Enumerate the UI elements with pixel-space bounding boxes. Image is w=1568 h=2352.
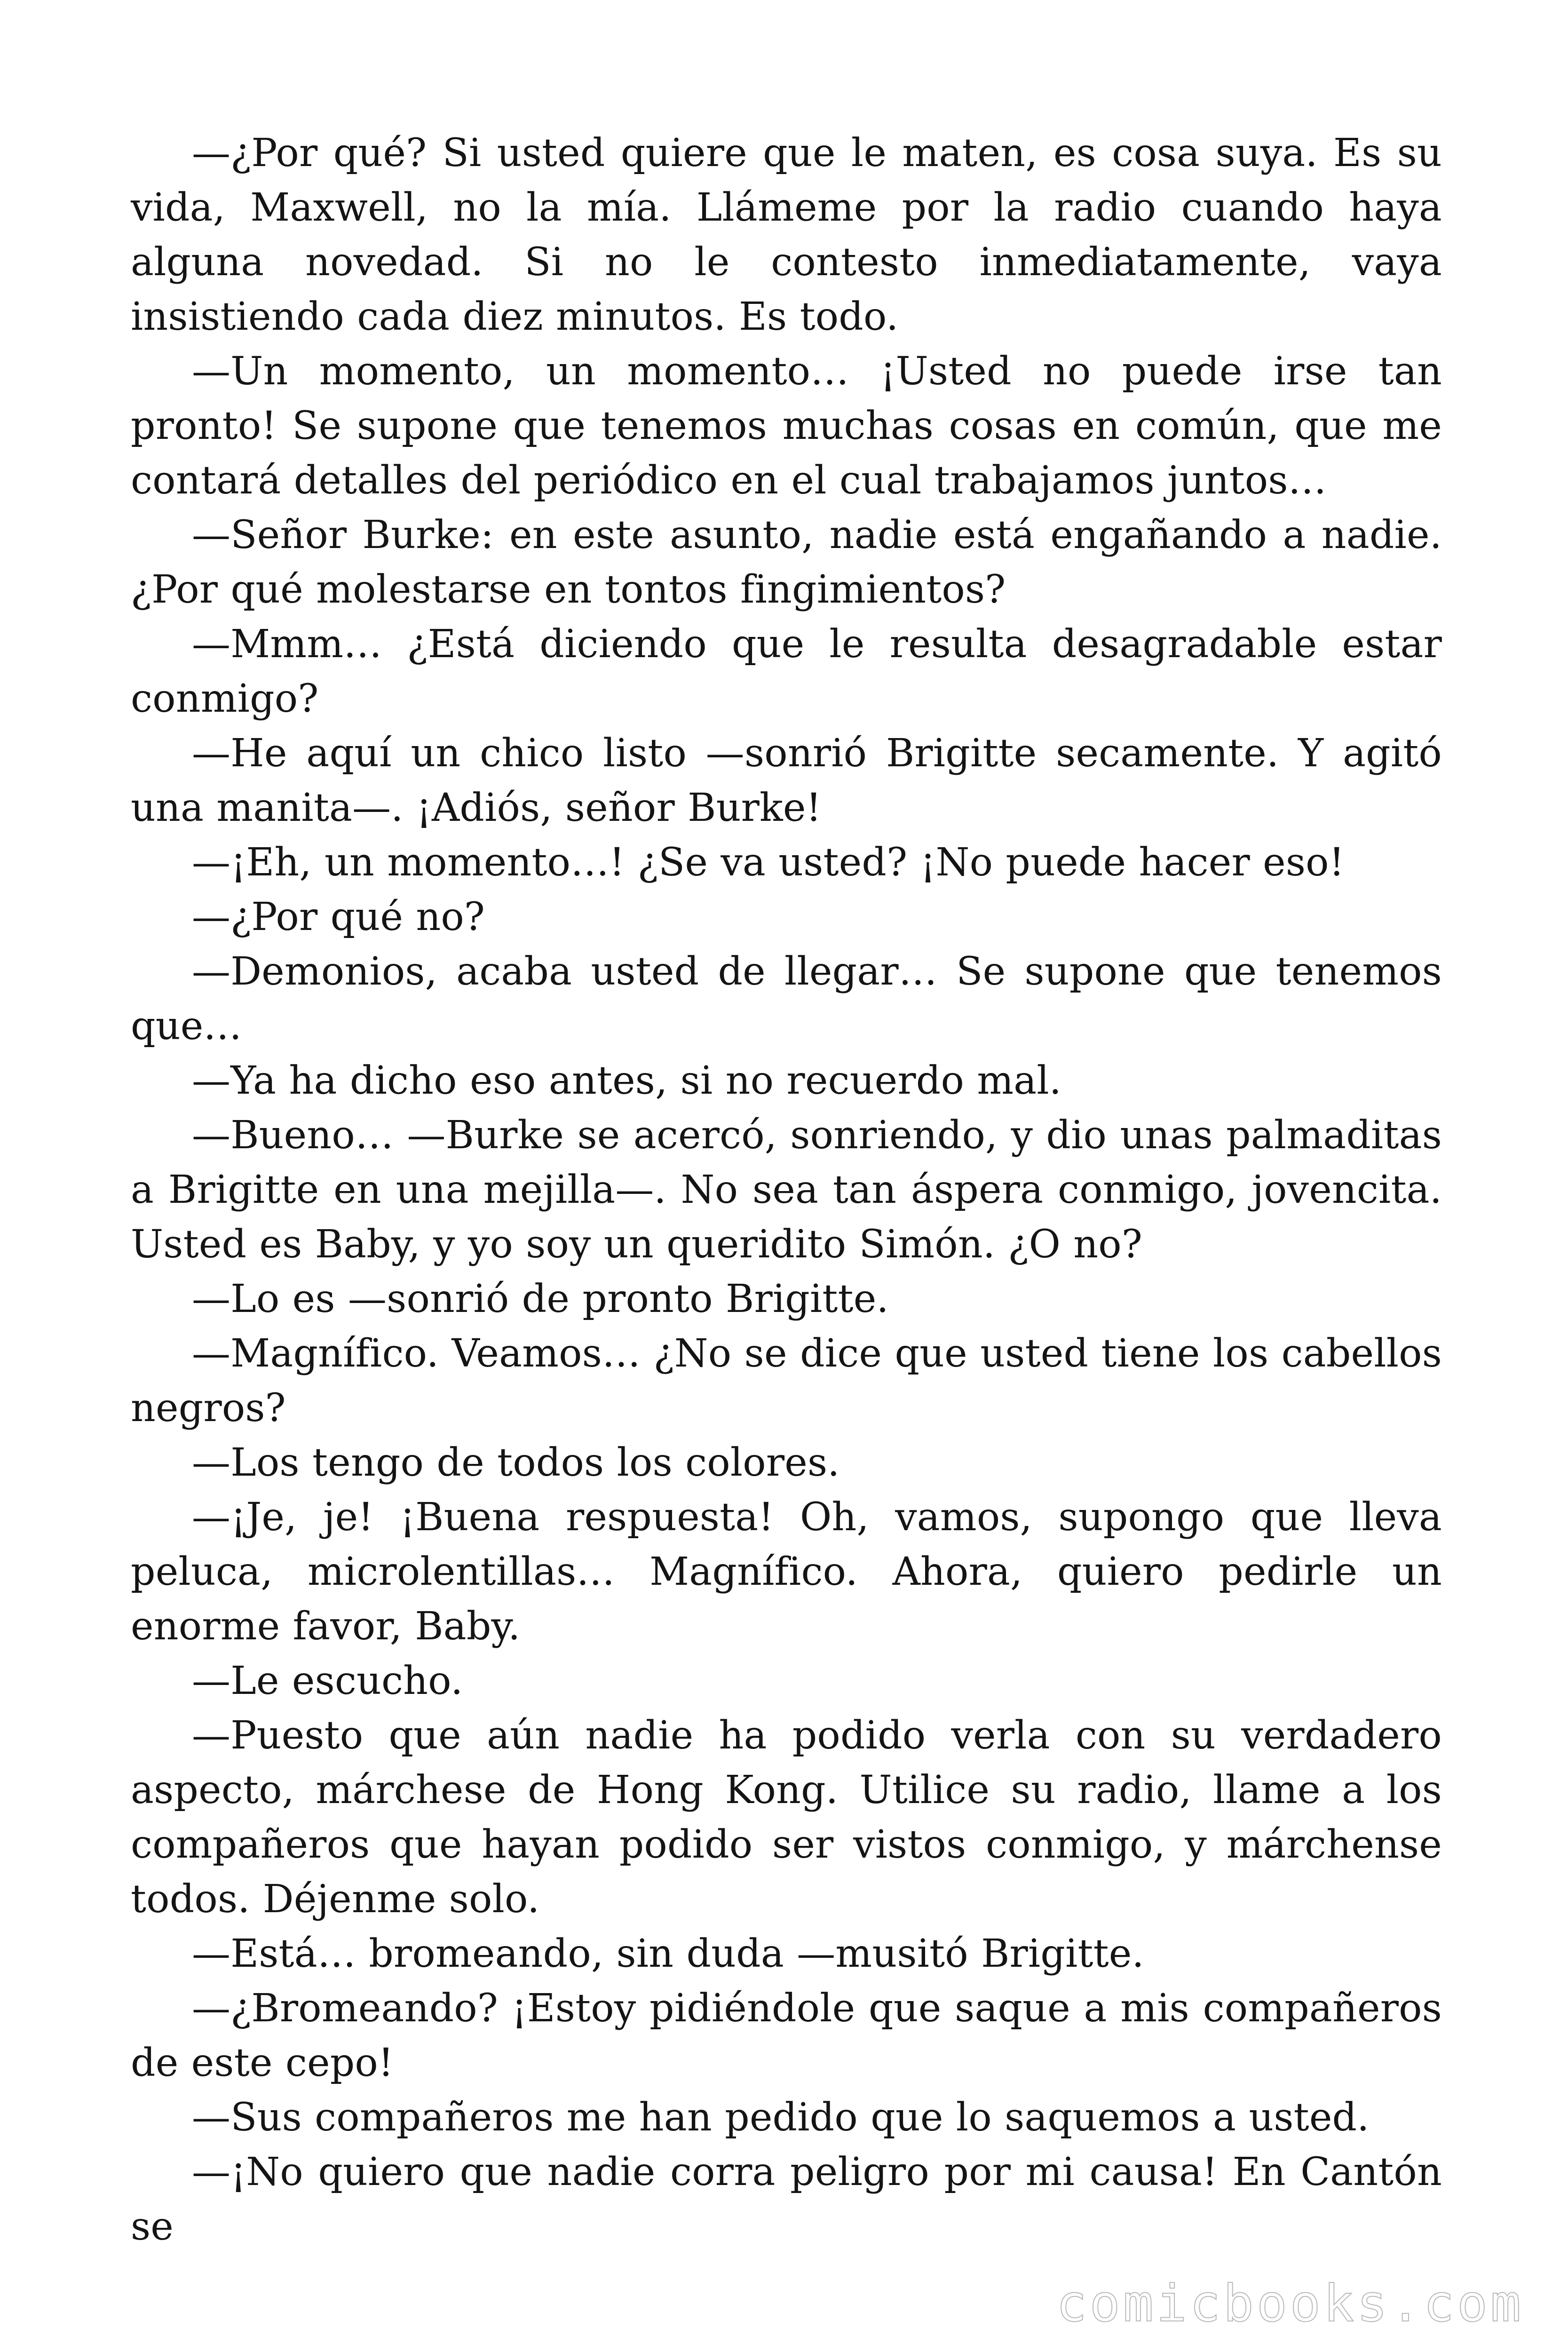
site-watermark: comicbooks.com: [1056, 2274, 1524, 2333]
paragraph-13: —Los tengo de todos los colores.: [192, 1440, 840, 1485]
page-body-text: [131, 126, 1442, 2254]
paragraph-8: —Demonios, acaba usted de llegar… Se supone que tenemos que…: [131, 949, 1442, 1049]
paragraph-10: —Bueno… —Burke se acercó, sonriendo, y dio unas palmaditas a Brigitte en una mejilla—. No sea tan áspera conmigo, jovencita. Usted es Baby, y yo soy un queridito Simón. ¿O no?: [131, 1113, 1442, 1267]
paragraph-2: —Un momento, un momento… ¡Usted no puede irse tan pronto! Se supone que tenemos muchas cosas en común, que me contará detalles del periódico en el cual trabajamos juntos…: [131, 349, 1442, 503]
paragraph-7: —¿Por qué no?: [192, 895, 485, 939]
paragraph-11: —Lo es —sonrió de pronto Brigitte.: [192, 1277, 889, 1321]
paragraph-4: —Mmm… ¿Está diciendo que le resulta desagradable estar conmigo?: [131, 622, 1442, 721]
paragraph-17: —Está… bromeando, sin duda —musitó Brigitte.: [192, 1931, 1144, 1976]
paragraph-3: —Señor Burke: en este asunto, nadie está engañando a nadie. ¿Por qué molestarse en tontos fingimientos?: [131, 513, 1442, 612]
paragraph-15: —Le escucho.: [192, 1659, 463, 1703]
paragraph-12: —Magnífico. Veamos… ¿No se dice que usted tiene los cabellos negros?: [131, 1331, 1442, 1430]
paragraph-18: —¿Bromeando? ¡Estoy pidiéndole que saque a mis compañeros de este cepo!: [131, 1986, 1442, 2085]
paragraph-5: —He aquí un chico listo —sonrió Brigitte secamente. Y agitó una manita—. ¡Adiós, señor Burke!: [131, 731, 1442, 830]
paragraph-16: —Puesto que aún nadie ha podido verla con su verdadero aspecto, márchese de Hong Kong. Utilice su radio, llame a los compañeros que hayan podido ser vistos conmigo, y márchense todos. Déjenme solo.: [131, 1713, 1442, 1922]
paragraph-19: —Sus compañeros me han pedido que lo saquemos a usted.: [192, 2095, 1370, 2140]
paragraph-20: —¡No quiero que nadie corra peligro por mi causa! En Cantón se: [131, 2150, 1442, 2249]
paragraph-9: —Ya ha dicho eso antes, si no recuerdo mal.: [192, 1058, 1062, 1103]
paragraph-6: —¡Eh, un momento…! ¿Se va usted? ¡No puede hacer eso!: [192, 840, 1345, 885]
paragraph-14: —¡Je, je! ¡Buena respuesta! Oh, vamos, supongo que lleva peluca, microlentillas… Magnífico. Ahora, quiero pedirle un enorme favor, Baby.: [131, 1495, 1442, 1649]
paragraph-1: —¿Por qué? Si usted quiere que le maten, es cosa suya. Es su vida, Maxwell, no la mía. Llámeme por la radio cuando haya alguna novedad. Si no le contesto inmediatamente, vaya insistiendo cada diez minutos. Es todo.: [131, 131, 1442, 339]
